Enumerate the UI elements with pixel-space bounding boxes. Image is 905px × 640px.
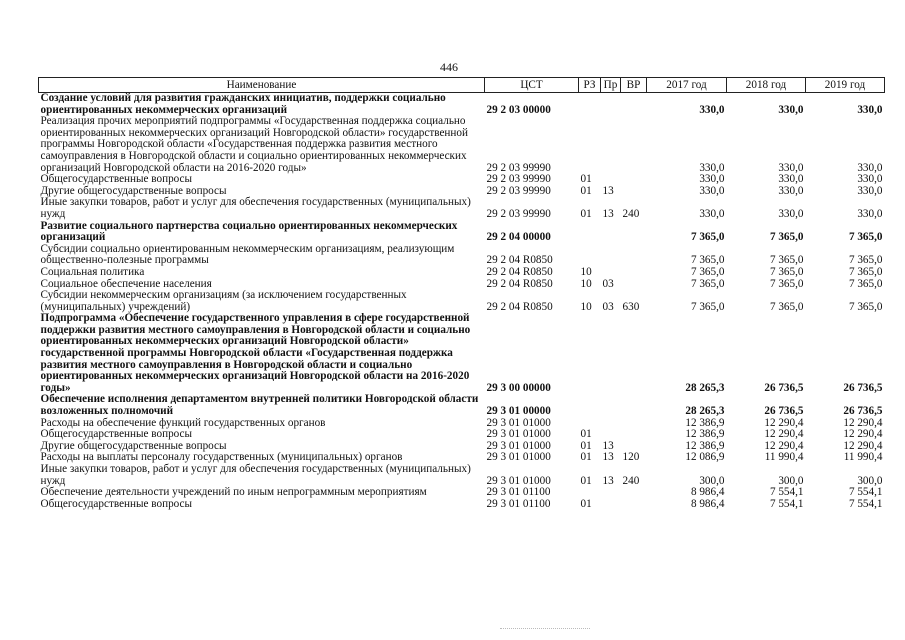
cell-y2017: 28 265,3 — [685, 381, 725, 394]
cell-y2017: 28 265,3 — [685, 405, 725, 418]
header-cst: ЦСТ — [485, 78, 579, 93]
cell-vr — [621, 394, 647, 417]
cell-y2019: 7 365,0 — [848, 265, 883, 278]
cell-name: Расходы на выплаты персоналу государственных (муниципальных) органов — [40, 451, 403, 464]
cell-y2017: 12 386,9 — [685, 428, 725, 441]
cell-pr: 13 — [602, 207, 614, 220]
cell-vr — [621, 186, 647, 198]
cell-rz: 01 — [580, 451, 592, 464]
cell-cst: 29 3 00 00000 — [486, 381, 551, 394]
table-row — [39, 394, 885, 417]
table-body — [39, 93, 885, 511]
cell-pr — [601, 244, 621, 267]
cell-pr — [601, 93, 621, 117]
table-row — [39, 290, 885, 313]
cell-vr — [621, 221, 647, 244]
cell-name: Социальная политика — [40, 265, 145, 278]
cell-rz: 01 — [580, 207, 592, 220]
cell-cst: 29 2 03 99990 — [486, 173, 551, 186]
cell-pr: 03 — [602, 300, 614, 313]
cell-vr — [621, 244, 647, 267]
header-name: Наименование — [39, 78, 485, 93]
cell-name: Обеспечение исполнения департаментом внутренней политики Новгородской области возложенных полномочий — [40, 393, 479, 418]
cell-cst: 29 2 04 R0850 — [486, 277, 553, 290]
cell-rz: 10 — [580, 265, 592, 278]
cell-cst: 29 3 01 01000 — [486, 416, 551, 429]
cell-y2018: 7 365,0 — [769, 300, 804, 313]
cell-y2019: 7 554,1 — [848, 486, 883, 499]
cell-y2017: 12 086,9 — [685, 451, 725, 464]
cell-y2017: 7 365,0 — [690, 231, 725, 244]
cell-y2019: 12 290,4 — [843, 439, 883, 452]
cell-y2018: 7 365,0 — [769, 277, 804, 290]
cell-vr — [621, 499, 647, 511]
cell-y2019: 330,0 — [857, 207, 883, 220]
cell-y2018: 12 290,4 — [764, 439, 804, 452]
cell-pr: 13 — [602, 184, 614, 197]
cell-cst: 29 3 01 01100 — [486, 497, 551, 510]
cell-name: Создание условий для развития гражданских инициатив, поддержки социально ориентированных некоммерческих организаций — [40, 92, 446, 116]
cell-y2017: 330,0 — [699, 184, 725, 197]
cell-name: Другие общегосударственные вопросы — [40, 439, 227, 452]
cell-vr — [621, 487, 647, 499]
cell-vr — [621, 279, 647, 291]
cell-name: Расходы на обеспечение функций государственных органов — [40, 416, 326, 429]
cell-pr — [601, 313, 621, 394]
cell-cst: 29 2 03 99990 — [486, 161, 551, 174]
cell-name: Другие общегосударственные вопросы — [40, 184, 227, 197]
cell-vr — [621, 313, 647, 394]
cell-name: Субсидии некоммерческим организациям (за исключением государственных (муниципальных) учреждений) — [40, 289, 407, 313]
cell-y2019: 26 736,5 — [843, 405, 883, 418]
cell-rz: 01 — [580, 497, 592, 510]
cell-y2017: 12 386,9 — [685, 439, 725, 452]
cell-y2019: 330,0 — [857, 103, 883, 116]
cell-pr — [601, 174, 621, 186]
cell-name: Социальное обеспечение населения — [40, 277, 212, 290]
cell-vr: 240 — [622, 474, 640, 487]
cell-pr — [601, 221, 621, 244]
cell-cst: 29 3 01 01000 — [486, 439, 551, 452]
cell-rz — [579, 313, 601, 394]
cell-y2018: 7 554,1 — [769, 497, 804, 510]
cell-vr: 120 — [622, 451, 640, 464]
cell-vr — [621, 429, 647, 441]
cell-cst: 29 3 01 01100 — [486, 486, 551, 499]
cell-y2017: 7 365,0 — [690, 300, 725, 313]
cell-name: Обеспечение деятельности учреждений по иным непрограммным мероприятиям — [40, 486, 427, 499]
cell-rz: 10 — [580, 300, 592, 313]
cell-name: Развитие социального партнерства социально ориентированных некоммерческих организаций — [40, 219, 458, 244]
cell-rz: 01 — [580, 184, 592, 197]
header-pr: Пр — [601, 78, 621, 93]
cell-cst: 29 3 01 00000 — [486, 405, 551, 418]
cell-rz: 10 — [580, 277, 592, 290]
cell-y2017: 7 365,0 — [690, 265, 725, 278]
cell-cst: 29 2 03 00000 — [486, 103, 551, 116]
cell-name: Иные закупки товаров, работ и услуг для обеспечения государственных (муниципальных) нужд — [40, 463, 471, 487]
cell-y2019: 7 365,0 — [848, 231, 883, 244]
cell-cst: 29 2 04 R0850 — [486, 265, 553, 278]
cell-y2019: 330,0 — [857, 173, 883, 186]
cell-y2017: 7 365,0 — [690, 254, 725, 267]
cell-rz: 01 — [580, 474, 592, 487]
cell-name: Иные закупки товаров, работ и услуг для обеспечения государственных (муниципальных) нужд — [40, 196, 471, 220]
cell-y2018: 330,0 — [778, 103, 804, 116]
cell-rz — [579, 244, 601, 267]
cell-vr — [621, 418, 647, 430]
table-row — [39, 313, 885, 394]
cell-y2019: 330,0 — [857, 184, 883, 197]
cell-pr: 13 — [602, 439, 614, 452]
header-vr: ВР — [621, 78, 647, 93]
table-header-row — [39, 78, 885, 93]
cell-vr — [621, 267, 647, 279]
cell-vr: 240 — [622, 207, 640, 220]
scan-artifact — [500, 628, 590, 632]
cell-y2019: 330,0 — [857, 161, 883, 174]
cell-y2018: 7 365,0 — [769, 231, 804, 244]
table-row — [39, 174, 885, 186]
cell-cst: 29 3 01 01000 — [486, 474, 551, 487]
cell-y2017: 330,0 — [699, 173, 725, 186]
table-row — [39, 197, 885, 220]
cell-y2018: 12 290,4 — [764, 416, 804, 429]
budget-table — [38, 77, 885, 510]
table-row — [39, 464, 885, 487]
header-2019: 2019 год — [806, 78, 885, 93]
cell-y2019: 12 290,4 — [843, 416, 883, 429]
table-row — [39, 244, 885, 267]
cell-rz — [579, 221, 601, 244]
cell-y2018: 26 736,5 — [764, 381, 804, 394]
cell-rz: 01 — [580, 428, 592, 441]
table-row — [39, 116, 885, 174]
cell-cst: 29 2 03 99990 — [486, 184, 551, 197]
cell-y2018: 26 736,5 — [764, 405, 804, 418]
cell-name: Общегосударственные вопросы — [40, 428, 193, 441]
cell-cst: 29 2 03 99990 — [486, 207, 551, 220]
cell-pr — [601, 499, 621, 511]
cell-vr: 630 — [622, 300, 640, 313]
cell-y2019: 26 736,5 — [843, 381, 883, 394]
cell-y2018: 7 554,1 — [769, 486, 804, 499]
cell-pr — [601, 116, 621, 174]
cell-cst: 29 2 04 R0850 — [486, 254, 553, 267]
cell-cst: 29 2 04 00000 — [486, 231, 551, 244]
header-rz: РЗ — [579, 78, 601, 93]
cell-rz: 01 — [580, 439, 592, 452]
cell-rz: 01 — [580, 173, 592, 186]
cell-rz — [579, 93, 601, 117]
table-row — [39, 221, 885, 244]
cell-pr — [601, 418, 621, 430]
header-2018: 2018 год — [727, 78, 806, 93]
cell-y2018: 330,0 — [778, 173, 804, 186]
cell-y2018: 300,0 — [778, 474, 804, 487]
cell-cst: 29 2 04 R0850 — [486, 300, 553, 313]
cell-y2017: 7 365,0 — [690, 277, 725, 290]
cell-y2018: 7 365,0 — [769, 254, 804, 267]
cell-y2019: 7 365,0 — [848, 277, 883, 290]
cell-y2017: 12 386,9 — [685, 416, 725, 429]
cell-y2018: 12 290,4 — [764, 428, 804, 441]
cell-pr — [601, 267, 621, 279]
cell-y2019: 7 365,0 — [848, 254, 883, 267]
cell-name: Подпрограмма «Обеспечение государственного управления в сфере государственной поддержки развития местного самоуправления в Новгородской области и социально ориентированных некоммерческих организаций Новгородской области» государственной программы Новгородской области «Государственная поддержка развития местного самоуправления в Новгородской области и социально ориентированных некоммерческих организаций Новгородской области на 2016-2020 годы» — [40, 312, 471, 394]
cell-y2017: 8 986,4 — [690, 497, 725, 510]
cell-y2018: 7 365,0 — [769, 265, 804, 278]
table-row — [39, 93, 885, 117]
cell-vr — [621, 93, 647, 117]
cell-y2018: 11 990,4 — [764, 451, 804, 464]
cell-y2018: 330,0 — [778, 207, 804, 220]
cell-name: Реализация прочих мероприятий подпрограммы «Государственная поддержка социально ориентированных некоммерческих организаций Новгородской области» государственной программы Новгородской области «Государственная поддержка развития местного самоуправления в Новгородской области и социально ориентированных некоммерческих организаций Новгородской области на 2016-2020 годы» — [40, 115, 468, 174]
cell-name: Общегосударственные вопросы — [40, 173, 193, 186]
cell-vr — [621, 116, 647, 174]
header-2017: 2017 год — [647, 78, 727, 93]
cell-rz — [579, 394, 601, 417]
table-row — [39, 499, 885, 511]
cell-cst: 29 3 01 01000 — [486, 451, 551, 464]
cell-y2018: 330,0 — [778, 184, 804, 197]
cell-y2017: 8 986,4 — [690, 486, 725, 499]
cell-rz — [579, 116, 601, 174]
cell-vr — [621, 174, 647, 186]
table-row — [39, 267, 885, 279]
cell-pr: 03 — [602, 277, 614, 290]
cell-pr — [601, 487, 621, 499]
cell-y2017: 330,0 — [699, 161, 725, 174]
cell-pr: 13 — [602, 451, 614, 464]
cell-y2018: 330,0 — [778, 161, 804, 174]
page-number: 446 — [440, 60, 458, 74]
cell-y2019: 7 554,1 — [848, 497, 883, 510]
cell-pr: 13 — [602, 474, 614, 487]
cell-pr — [601, 394, 621, 417]
cell-cst: 29 3 01 01000 — [486, 428, 551, 441]
cell-y2019: 11 990,4 — [843, 451, 883, 464]
cell-y2019: 12 290,4 — [843, 428, 883, 441]
cell-y2019: 300,0 — [857, 474, 883, 487]
cell-name: Общегосударственные вопросы — [40, 497, 193, 510]
cell-y2019: 7 365,0 — [848, 300, 883, 313]
cell-y2017: 330,0 — [699, 103, 725, 116]
cell-name: Субсидии социально ориентированным некоммерческим организациям, реализующим общественно-полезные программы — [40, 242, 455, 267]
cell-y2017: 300,0 — [699, 474, 725, 487]
cell-y2017: 330,0 — [699, 207, 725, 220]
